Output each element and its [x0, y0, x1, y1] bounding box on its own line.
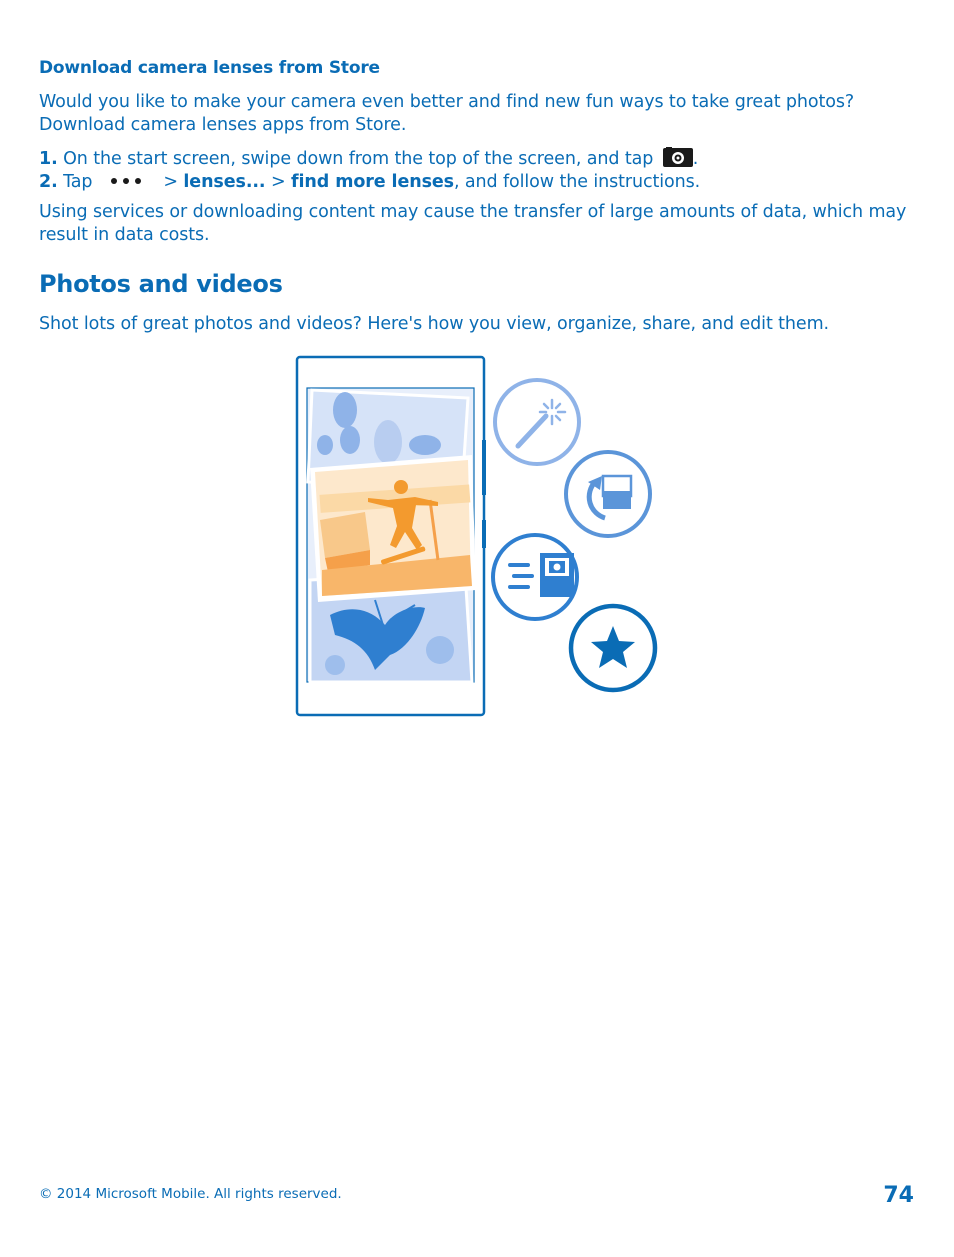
- step-end: .: [692, 149, 699, 169]
- phone-photos-illustration: [297, 357, 486, 715]
- menu-find-more-lenses: find more lenses: [291, 172, 454, 192]
- menu-lenses: lenses...: [183, 172, 266, 192]
- step-rest: , and follow the instructions.: [453, 172, 701, 192]
- data-cost-note: Using services or downloading content may cause the transfer of large amounts of data, which may result in data costs.: [39, 202, 907, 245]
- separator: >: [163, 172, 178, 192]
- step-number: 2.: [39, 172, 58, 192]
- step-tap-text: Tap: [63, 172, 93, 192]
- step-2: [39, 171, 919, 194]
- separator: >: [270, 172, 286, 192]
- steps-list: [39, 147, 919, 194]
- step-text: On the start screen, swipe down from the top of the screen, and tap: [63, 149, 654, 169]
- rotate-crop-icon: [566, 452, 650, 536]
- copyright: © 2014 Microsoft Mobile. All rights reserved.: [39, 1186, 342, 1202]
- section-heading: Download camera lenses from Store: [39, 58, 380, 78]
- photos-intro: Shot lots of great photos and videos? Here's how you view, organize, share, and edit them.: [39, 314, 829, 334]
- intro-paragraph: Would you like to make your camera even better and find new fun ways to take great photos? Download camera lenses apps from Store.: [39, 92, 855, 135]
- step-1: [39, 147, 919, 171]
- favorite-star-icon: [571, 606, 655, 690]
- step-number: 1.: [39, 149, 58, 169]
- camera-icon: [663, 147, 693, 167]
- magic-wand-icon: [495, 380, 579, 464]
- section-heading-photos: Photos and videos: [39, 270, 283, 298]
- page-number: 74: [883, 1183, 914, 1208]
- more-dots-icon: [106, 171, 152, 183]
- photos-illustration: [290, 350, 670, 725]
- share-photo-icon: [493, 535, 577, 619]
